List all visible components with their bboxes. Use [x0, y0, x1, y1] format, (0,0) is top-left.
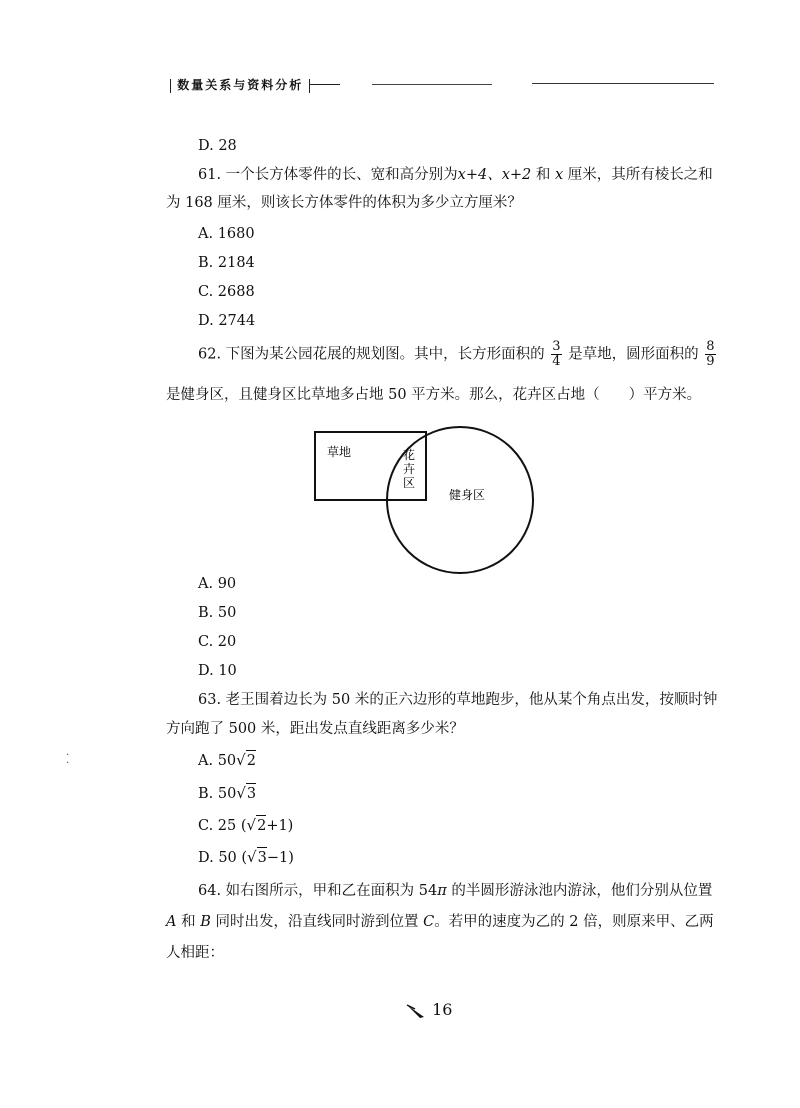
q64-line-1: [198, 881, 712, 901]
fraction-three-quarters: [551, 340, 561, 369]
q63-option-b: [198, 783, 256, 804]
q63-line-2: 方向跑了 500 米，距出发点直线距离多少米？: [166, 721, 464, 737]
label-flower-char: 花: [403, 448, 416, 462]
radicand: 3: [257, 847, 267, 868]
scan-speck: · ·: [66, 750, 70, 769]
label-fitness: 健身区: [449, 488, 486, 502]
label-flower-char: 区: [403, 476, 416, 490]
q63-option-c: [198, 815, 293, 836]
option-suffix: −1): [266, 850, 294, 866]
q61-option-c: C. 2688: [198, 284, 255, 300]
q63-line-1: 63. 老王围着边长为 50 米的正六边形的草地跑步，他从某个角点出发，按顺时钟: [198, 692, 718, 708]
q61-option-b: B. 2184: [198, 255, 255, 271]
radical-sign: √: [236, 751, 246, 769]
page-number: 16: [432, 1000, 453, 1019]
header-bar-right: [309, 79, 310, 93]
fraction-denominator: 4: [552, 354, 561, 369]
park-plan-diagram: [305, 420, 545, 580]
q61-text: 61. 一个长方体零件的长、宽和高分别为: [198, 167, 458, 183]
q64-text: 。若甲的速度为乙的 2 倍，则原来甲、乙两: [434, 914, 714, 930]
fraction-eight-ninths: [705, 340, 715, 369]
radicand: 3: [246, 783, 256, 804]
q61-option-d: D. 2744: [198, 313, 256, 329]
quill-icon: [405, 1002, 427, 1020]
q62-line-1: [198, 340, 718, 369]
q61-text: 和: [535, 167, 551, 183]
q64-line-2: [166, 912, 714, 932]
q62-option-c: C. 20: [198, 634, 237, 650]
q62-line-2: 是健身区，且健身区比草地多占地 50 平方米。那么，花卉区占地（ ）平方米。: [166, 387, 702, 403]
q63-option-d: [198, 847, 294, 868]
pi-symbol: π: [437, 883, 447, 899]
q62-text: 62. 下图为某公园花展的规划图。其中，长方形面积的: [198, 346, 545, 363]
option-prefix: C. 25 (: [198, 818, 247, 834]
point-b: B: [200, 914, 211, 930]
label-grass: 草地: [327, 445, 352, 459]
radical-sign: √: [236, 784, 246, 802]
q62-option-d: D. 10: [198, 663, 237, 679]
q63-option-a: [198, 750, 256, 771]
q62-option-a: A. 90: [198, 576, 237, 592]
q61-text: 厘米，其所有棱长之和: [567, 167, 713, 183]
header-rule: [372, 84, 492, 85]
header-bar-left: [170, 79, 171, 93]
radical-sign: √: [247, 848, 257, 866]
header-rule: [532, 83, 714, 84]
radicand: 2: [246, 750, 256, 771]
q61-variable: x: [555, 167, 564, 183]
q64-text: 和: [176, 914, 201, 930]
fraction-numerator: 3: [552, 339, 561, 354]
fraction-numerator: 8: [706, 339, 715, 354]
q62-text: 是草地，圆形面积的: [568, 346, 699, 363]
q62-option-b: B. 50: [198, 605, 237, 621]
q64-text: 同时出发，沿直线同时游到位置: [210, 914, 424, 930]
header-rule: [310, 84, 340, 85]
q61-option-a: A. 1680: [198, 226, 255, 242]
q64-line-3: 人相距：: [166, 945, 224, 961]
option-prefix: A. 50: [198, 753, 237, 769]
point-a: A: [166, 914, 177, 930]
q64-text: 的半圆形游泳池内游泳，他们分别从位置: [446, 883, 713, 899]
q61-line-1: [198, 165, 713, 185]
header-title: 数量关系与资料分析: [177, 78, 304, 92]
label-flower-char: 卉: [403, 462, 416, 476]
q60-option-d: D. 28: [198, 138, 237, 154]
radicand: 2: [256, 815, 266, 836]
option-prefix: D. 50 (: [198, 850, 248, 866]
page-footer: [405, 1000, 452, 1020]
point-c: C: [423, 914, 435, 930]
q64-text: 64. 如右图所示，甲和乙在面积为 54: [198, 883, 438, 899]
q61-expression: x+4、x+2: [457, 167, 532, 183]
radical-sign: √: [246, 816, 257, 834]
fraction-denominator: 9: [706, 354, 715, 369]
option-prefix: B. 50: [198, 786, 237, 802]
running-header: [170, 76, 310, 93]
option-suffix: +1): [266, 818, 294, 834]
q61-line-2: 为 168 厘米，则该长方体零件的体积为多少立方厘米？: [166, 195, 522, 211]
